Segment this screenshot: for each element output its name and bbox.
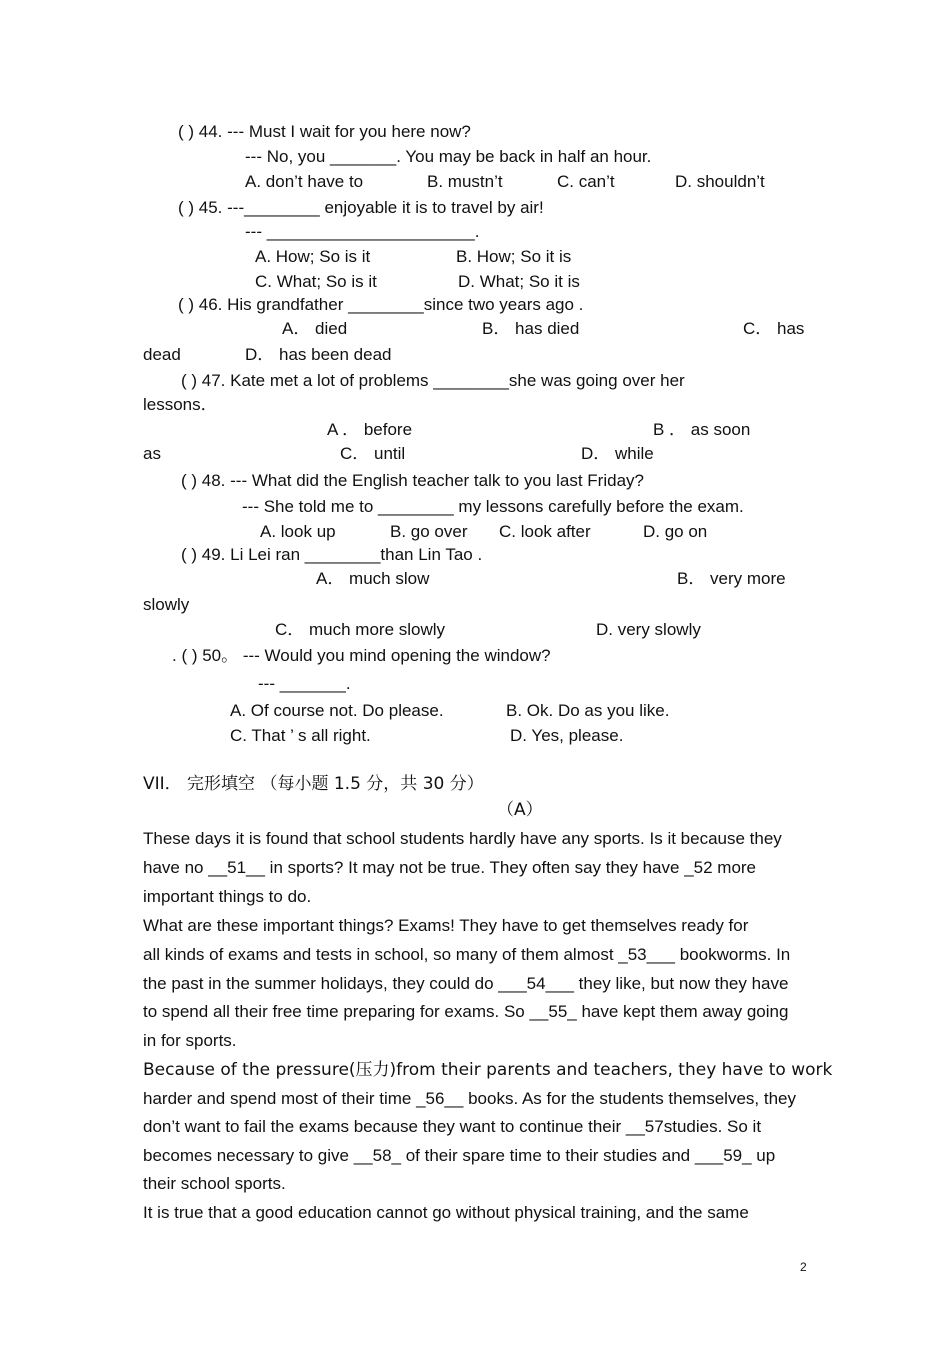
q46-option-c: C． has [743, 319, 805, 338]
q47-option-c: C． until [340, 444, 406, 463]
section-heading: VII． 完形填空 （每小题 1.5 分，共 30 分） [143, 774, 484, 794]
section-subheading: （A） [497, 800, 543, 820]
q47-stem-cont: lessons． [143, 395, 218, 414]
q49-option-a: A． much slow [316, 569, 430, 588]
q45-stem: ( ) 45. ---________ enjoyable it is to travel by air! [178, 198, 544, 217]
q50-option-c: C. That ’ s all right. [230, 726, 371, 745]
q45-option-b: B. How; So it is [456, 247, 572, 266]
q48-option-b: B. go over [390, 522, 468, 541]
q48-option-d: D. go on [643, 522, 708, 541]
q44-option-d: D. shouldn’t [675, 172, 765, 191]
q50-option-b: B. Ok. Do as you like. [506, 701, 670, 720]
passage-line: What are these important things? Exams! They have to get themselves ready for [143, 916, 749, 935]
q45-option-a: A. How; So is it [255, 247, 371, 266]
passage-line: have no __51__ in sports? It may not be true. They often say they have _52 more [143, 858, 757, 877]
passage-line: their school sports. [143, 1174, 286, 1193]
q45-option-d: D. What; So it is [458, 272, 580, 291]
passage-line: don’t want to fail the exams because they want to continue their __57studies. So it [143, 1117, 762, 1136]
passage-line: to spend all their free time preparing for exams. So __55_ have kept them away going [143, 1002, 789, 1021]
passage-line: becomes necessary to give __58_ of their spare time to their studies and ___59_ up [143, 1146, 776, 1165]
q44-stem: ( ) 44. --- Must I wait for you here now? [178, 122, 471, 141]
q46-stem: ( ) 46. His grandfather ________since two years ago . [178, 295, 584, 314]
q47-option-d: D． while [581, 444, 654, 463]
q44-option-b: B. mustn’t [427, 172, 503, 191]
q48-option-c: C. look after [499, 522, 591, 541]
passage-line: It is true that a good education cannot go without physical training, and the same [143, 1203, 749, 1222]
q48-reply: --- She told me to ________ my lessons carefully before the exam. [242, 497, 744, 516]
q47-option-b: B ． as soon [653, 420, 751, 439]
passage-line: the past in the summer holidays, they could do ___54___ they like, but now they have [143, 974, 789, 993]
q46-option-c-cont: dead [143, 345, 181, 364]
q45-option-c: C. What; So is it [255, 272, 377, 291]
q46-option-d: D． has been dead [245, 345, 392, 364]
q49-option-b: B． very more [677, 569, 786, 588]
passage-line: important things to do. [143, 887, 312, 906]
q49-option-d: D. very slowly [596, 620, 701, 639]
q44-reply: --- No, you _______. You may be back in half an hour. [245, 147, 652, 166]
q49-option-c: C． much more slowly [275, 620, 446, 639]
passage-line: in for sports. [143, 1031, 237, 1050]
q47-option-a: A ． before [327, 420, 413, 439]
q46-option-a: A． died [282, 319, 348, 338]
q47-option-b-cont: as [143, 444, 161, 463]
page-number: 2 [800, 1260, 807, 1274]
q50-option-a: A. Of course not. Do please. [230, 701, 444, 720]
q44-option-c: C. can’t [557, 172, 615, 191]
q47-stem: ( ) 47. Kate met a lot of problems ________she was going over her [181, 371, 685, 390]
q48-stem: ( ) 48. --- What did the English teacher talk to you last Friday? [181, 471, 644, 490]
passage-line: Because of the pressure(压力)from their parents and teachers, they have to work [143, 1060, 833, 1080]
q49-stem: ( ) 49. Li Lei ran ________than Lin Tao . [181, 545, 483, 564]
q50-stem: . ( ) 50。 --- Would you mind opening the window? [172, 646, 551, 665]
q50-reply: --- _______. [258, 674, 351, 693]
passage-line: These days it is found that school students hardly have any sports. Is it because they [143, 829, 782, 848]
passage-line: all kinds of exams and tests in school, so many of them almost _53___ bookworms. In [143, 945, 791, 964]
q50-option-d: D. Yes, please. [510, 726, 624, 745]
q45-reply: --- ______________________. [245, 222, 480, 241]
q49-option-b-cont: slowly [143, 595, 190, 614]
q46-option-b: B． has died [482, 319, 580, 338]
passage-line: harder and spend most of their time _56__ books. As for the students themselves, they [143, 1089, 796, 1108]
q48-option-a: A. look up [260, 522, 336, 541]
q44-option-a: A. don’t have to [245, 172, 364, 191]
